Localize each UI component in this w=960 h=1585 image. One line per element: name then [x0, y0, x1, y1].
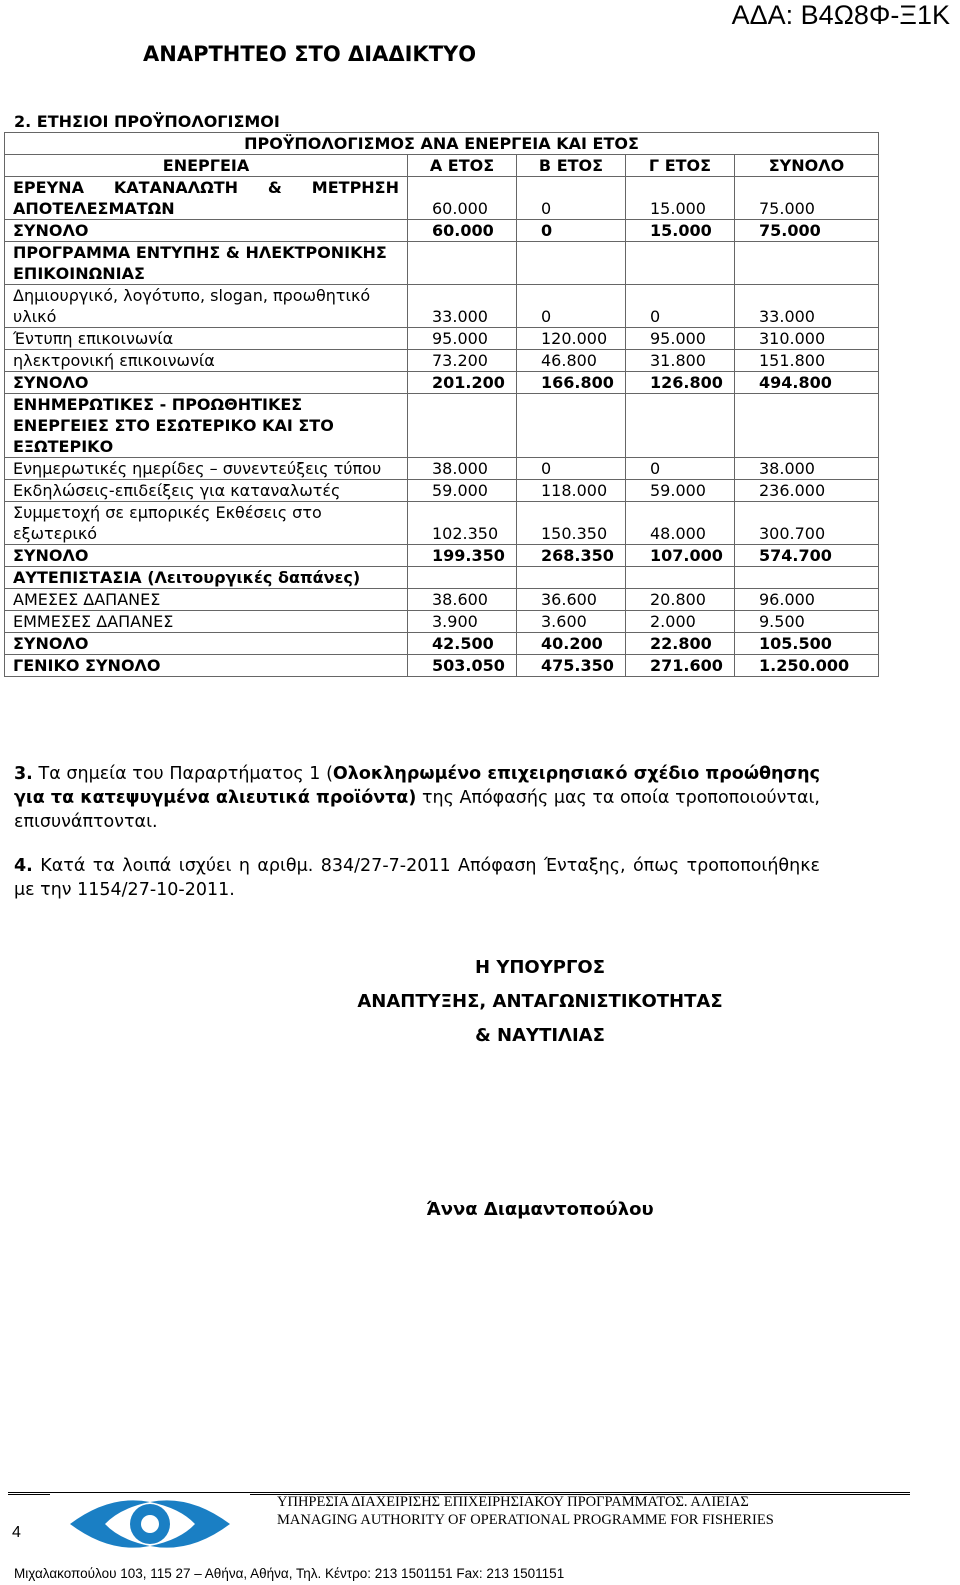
- total-label: ΣΥΝΟΛΟ: [5, 633, 408, 655]
- fisheries-logo-icon: [50, 1494, 250, 1552]
- year-b-value: 3.600: [517, 611, 626, 633]
- paragraph-3-number: 3.: [14, 764, 33, 784]
- signature-title-3: & ΝΑΥΤΙΛΙΑΣ: [475, 1025, 605, 1046]
- paragraph-3-text-a: Τα σημεία του Παραρτήματος 1 (: [38, 764, 333, 784]
- header-total: ΣΥΝΟΛΟ: [735, 155, 879, 177]
- row-label: ΕΡΕΥΝΑ ΚΑΤΑΝΑΛΩΤΗ & ΜΕΤΡΗΣΗ ΑΠΟΤΕΛΕΣΜΑΤΩΝ: [5, 177, 408, 220]
- group-label: ΠΡΟΓΡΑΜΜΑ ΕΝΤΥΠΗΣ & ΗΛΕΚΤΡΟΝΙΚΗΣ ΕΠΙΚΟΙΝΩΝΙΑΣ: [5, 242, 408, 285]
- year-a-value: 60.000: [408, 177, 517, 220]
- year-b-value: 40.200: [517, 633, 626, 655]
- empty-cell: [735, 567, 879, 589]
- year-c-value: 95.000: [626, 328, 735, 350]
- year-c-value: 15.000: [626, 177, 735, 220]
- table-row: [5, 655, 879, 677]
- total-value: 33.000: [735, 285, 879, 328]
- year-b-value: 36.600: [517, 589, 626, 611]
- year-c-value: 22.800: [626, 633, 735, 655]
- total-value: 300.700: [735, 502, 879, 545]
- year-a-value: 95.000: [408, 328, 517, 350]
- empty-cell: [408, 567, 517, 589]
- total-value: 38.000: [735, 458, 879, 480]
- empty-cell: [517, 242, 626, 285]
- table-row: [5, 458, 879, 480]
- year-a-value: 102.350: [408, 502, 517, 545]
- year-c-value: 59.000: [626, 480, 735, 502]
- table-row: [5, 394, 879, 458]
- table-caption-row: [5, 133, 879, 155]
- page-number: 4: [12, 1524, 21, 1541]
- group-label: ΑΥΤΕΠΙΣΤΑΣΙΑ (Λειτουργικές δαπάνες): [5, 567, 408, 589]
- total-label: ΓΕΝΙΚΟ ΣΥΝΟΛΟ: [5, 655, 408, 677]
- table-row: [5, 372, 879, 394]
- paragraph-4-number: 4.: [14, 856, 33, 876]
- year-a-value: 503.050: [408, 655, 517, 677]
- year-c-value: 31.800: [626, 350, 735, 372]
- year-b-value: 0: [517, 458, 626, 480]
- paragraph-4-text: Κατά τα λοιπά ισχύει η αριθμ. 834/27-7-2011 Απόφαση Ένταξης, όπως τροποποιήθηκε με την 1154/27-10-2011.: [14, 856, 820, 900]
- year-c-value: 15.000: [626, 220, 735, 242]
- table-caption: ΠΡΟΫΠΟΛΟΓΙΣΜΟΣ ΑΝΑ ΕΝΕΡΓΕΙΑ ΚΑΙ ΕΤΟΣ: [5, 133, 879, 155]
- year-a-value: 33.000: [408, 285, 517, 328]
- total-value: 105.500: [735, 633, 879, 655]
- paragraph-3-bold: Ολοκληρωμένο επιχειρησιακό σχέδιο προώθησης για τα κατεψυγμένα αλιευτικά προϊόντα): [14, 764, 820, 808]
- row-label: ηλεκτρονική επικοινωνία: [5, 350, 408, 372]
- section-title: 2. ΕΤΗΣΙΟΙ ΠΡΟΫΠΟΛΟΓΙΣΜΟΙ: [14, 112, 280, 131]
- year-b-value: 0: [517, 177, 626, 220]
- year-a-value: 60.000: [408, 220, 517, 242]
- year-b-value: 150.350: [517, 502, 626, 545]
- total-value: 9.500: [735, 611, 879, 633]
- year-a-value: 73.200: [408, 350, 517, 372]
- row-label: Ενημερωτικές ημερίδες – συνεντεύξεις τύπου: [5, 458, 408, 480]
- row-label: Εκδηλώσεις-επιδείξεις για καταναλωτές: [5, 480, 408, 502]
- year-a-value: 38.000: [408, 458, 517, 480]
- row-label: Έντυπη επικοινωνία: [5, 328, 408, 350]
- table-row: [5, 177, 879, 220]
- table-row: [5, 633, 879, 655]
- table-row: [5, 242, 879, 285]
- header-year-a: Α ΕΤΟΣ: [408, 155, 517, 177]
- table-row: [5, 350, 879, 372]
- total-value: 494.800: [735, 372, 879, 394]
- total-value: 75.000: [735, 177, 879, 220]
- year-a-value: 38.600: [408, 589, 517, 611]
- posted-online-heading: ΑΝΑΡΤΗΤΕΟ ΣΤΟ ΔΙΑΔΙΚΤΥΟ: [143, 42, 477, 66]
- total-value: 96.000: [735, 589, 879, 611]
- table-row: [5, 220, 879, 242]
- total-label: ΣΥΝΟΛΟ: [5, 545, 408, 567]
- empty-cell: [626, 567, 735, 589]
- signature-title-1: Η ΥΠΟΥΡΓΟΣ: [474, 957, 606, 978]
- year-b-value: 120.000: [517, 328, 626, 350]
- header-year-b: Β ΕΤΟΣ: [517, 155, 626, 177]
- table-row: [5, 567, 879, 589]
- table-row: [5, 285, 879, 328]
- year-c-value: 20.800: [626, 589, 735, 611]
- year-b-value: 0: [517, 285, 626, 328]
- signature-title-2: ΑΝΑΠΤΥΞΗΣ, ΑΝΤΑΓΩΝΙΣΤΙΚΟΤΗΤΑΣ: [357, 991, 723, 1012]
- row-label: ΕΜΜΕΣΕΣ ΔΑΠΑΝΕΣ: [5, 611, 408, 633]
- table-row: [5, 589, 879, 611]
- table-row: [5, 545, 879, 567]
- table-row: [5, 502, 879, 545]
- year-b-value: 46.800: [517, 350, 626, 372]
- paragraph-3: [14, 762, 820, 834]
- total-value: 1.250.000: [735, 655, 879, 677]
- year-a-value: 199.350: [408, 545, 517, 567]
- ada-code: ΑΔΑ: Β4Ω8Φ-Ξ1Κ: [731, 0, 950, 30]
- signature-name: Άννα Διαμαντοπούλου: [426, 1199, 654, 1220]
- year-b-value: 0: [517, 220, 626, 242]
- header-action: ΕΝΕΡΓΕΙΑ: [5, 155, 408, 177]
- year-c-value: 48.000: [626, 502, 735, 545]
- year-b-value: 268.350: [517, 545, 626, 567]
- year-c-value: 126.800: [626, 372, 735, 394]
- year-a-value: 59.000: [408, 480, 517, 502]
- year-a-value: 201.200: [408, 372, 517, 394]
- footer-address: Μιχαλακοπούλου 103, 115 27 – Αθήνα, Αθήνα, Τηλ. Κέντρο: 213 1501151 Fax: 213 1501151: [14, 1566, 565, 1581]
- row-label: ΑΜΕΣΕΣ ΔΑΠΑΝΕΣ: [5, 589, 408, 611]
- empty-cell: [735, 242, 879, 285]
- group-label: ΕΝΗΜΕΡΩΤΙΚΕΣ - ΠΡΟΩΘΗΤΙΚΕΣ ΕΝΕΡΓΕΙΕΣ ΣΤΟ ΕΣΩΤΕΡΙΚΟ ΚΑΙ ΣΤΟ ΕΞΩΤΕΡΙΚΟ: [5, 394, 408, 458]
- empty-cell: [408, 242, 517, 285]
- year-c-value: 2.000: [626, 611, 735, 633]
- row-label: Δημιουργικό, λογότυπο, slogan, προωθητικό υλικό: [5, 285, 408, 328]
- empty-cell: [517, 394, 626, 458]
- total-value: 151.800: [735, 350, 879, 372]
- year-a-value: 42.500: [408, 633, 517, 655]
- total-value: 574.700: [735, 545, 879, 567]
- row-label: Συμμετοχή σε εμπορικές Εκθέσεις στο εξωτερικό: [5, 502, 408, 545]
- total-label: ΣΥΝΟΛΟ: [5, 220, 408, 242]
- table-row: [5, 328, 879, 350]
- header-year-c: Γ ΕΤΟΣ: [626, 155, 735, 177]
- empty-cell: [626, 242, 735, 285]
- year-a-value: 3.900: [408, 611, 517, 633]
- paragraph-4: [14, 854, 820, 902]
- total-value: 236.000: [735, 480, 879, 502]
- empty-cell: [517, 567, 626, 589]
- table-row: [5, 480, 879, 502]
- paragraph-3-text-b: της Απόφασής μας τα οποία τροποποιούνται, επισυνάπτονται.: [14, 788, 820, 832]
- table-row: [5, 611, 879, 633]
- empty-cell: [626, 394, 735, 458]
- year-c-value: 107.000: [626, 545, 735, 567]
- table-header-row: [5, 155, 879, 177]
- year-b-value: 475.350: [517, 655, 626, 677]
- footer-authority-en: MANAGING AUTHORITY OF OPERATIONAL PROGRAMME FOR FISHERIES: [277, 1512, 774, 1528]
- year-b-value: 166.800: [517, 372, 626, 394]
- total-label: ΣΥΝΟΛΟ: [5, 372, 408, 394]
- budget-table: [4, 132, 879, 677]
- year-c-value: 0: [626, 458, 735, 480]
- total-value: 310.000: [735, 328, 879, 350]
- footer-authority-gr: ΥΠΗΡΕΣΙΑ ΔΙΑΧΕΙΡΙΣΗΣ ΕΠΙΧΕΙΡΗΣΙΑΚΟΥ ΠΡΟΓΡΑΜΜΑΤΟΣ. ΑΛΙΕΙΑΣ: [277, 1494, 749, 1510]
- empty-cell: [408, 394, 517, 458]
- total-value: 75.000: [735, 220, 879, 242]
- year-b-value: 118.000: [517, 480, 626, 502]
- year-c-value: 0: [626, 285, 735, 328]
- empty-cell: [735, 394, 879, 458]
- year-c-value: 271.600: [626, 655, 735, 677]
